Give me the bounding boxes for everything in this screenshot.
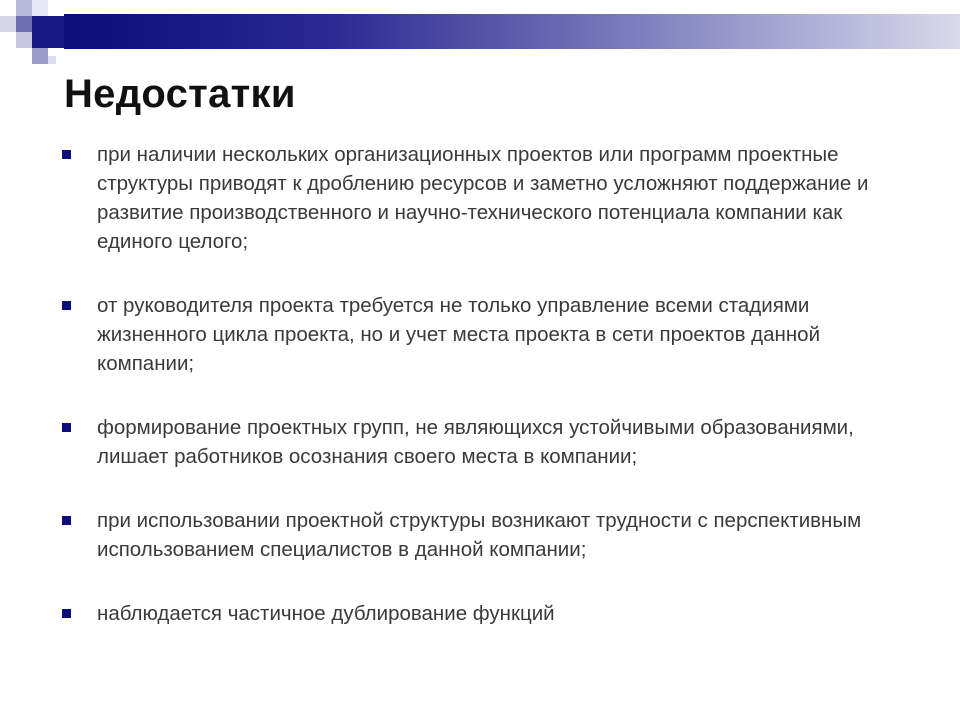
decor-square: [32, 16, 64, 48]
decor-square: [32, 48, 48, 64]
square-bullet-icon: [62, 516, 71, 525]
square-bullet-icon: [62, 609, 71, 618]
bullet-item: [60, 599, 920, 628]
bullet-text: формирование проектных групп, не являющихся устойчивыми образованиями, лишает работников осознания своего места в компании;: [97, 416, 854, 468]
bullet-item: [60, 506, 920, 564]
decor-square: [0, 16, 16, 32]
decor-square: [16, 0, 32, 16]
bullet-text: наблюдается частичное дублирование функций: [97, 602, 555, 625]
bullet-list: [60, 140, 920, 663]
slide-title: Недостатки: [64, 72, 296, 116]
bullet-item: [60, 140, 920, 256]
decor-square: [48, 56, 56, 64]
decor-square: [32, 0, 48, 16]
decor-square: [16, 32, 32, 48]
bullet-text: при наличии нескольких организационных проектов или программ проектные структуры приводят к дроблению ресурсов и заметно усложняют поддержание и развитие производственного и научно-технического потенциала компании как единого целого;: [97, 143, 869, 253]
bullet-item: [60, 413, 920, 471]
square-bullet-icon: [62, 150, 71, 159]
decor-square: [16, 16, 32, 32]
square-bullet-icon: [62, 423, 71, 432]
header-gradient-band: [64, 14, 960, 49]
square-bullet-icon: [62, 301, 71, 310]
bullet-text: от руководителя проекта требуется не только управление всеми стадиями жизненного цикла проекта, но и учет места проекта в сети проектов данной компании;: [97, 294, 821, 375]
bullet-text: при использовании проектной структуры возникают трудности с перспективным использованием специалистов в данной компании;: [97, 509, 862, 561]
bullet-item: [60, 291, 920, 378]
